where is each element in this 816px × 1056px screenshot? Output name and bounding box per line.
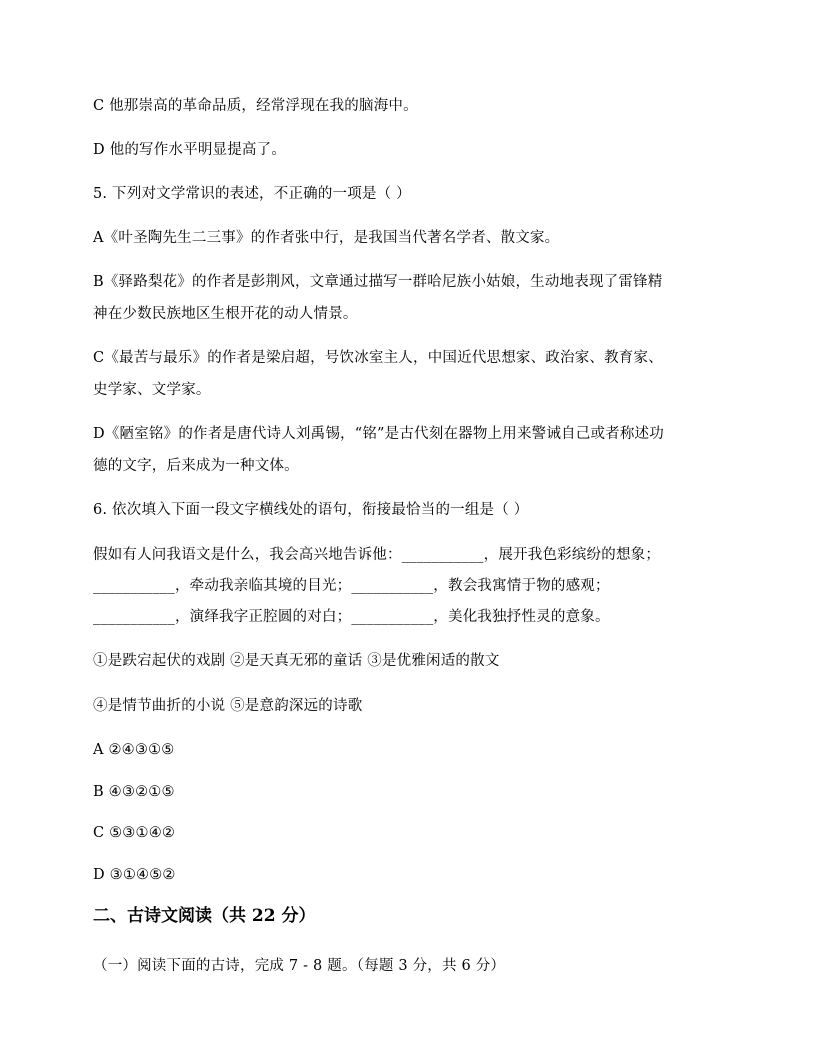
passage-line-2: ___________，牵动我亲临其境的目光；___________，教会我寓情于物的感观；: [93, 578, 610, 594]
option-a-q6: A ②④③①⑤: [93, 742, 175, 758]
choices-line-2: ④是情节曲折的小说 ⑤是意韵深远的诗歌: [93, 698, 363, 714]
option-d-q5-line2: 德的文字，后来成为一种文体。: [93, 458, 299, 474]
option-c-q4: C 他那崇高的革命品质，经常浮现在我的脑海中。: [93, 98, 418, 114]
question-5: 5. 下列对文学常识的表述，不正确的一项是（ ）: [93, 186, 411, 202]
option-b-q5-line2: 神在少数民族地区生根开花的动人情景。: [93, 306, 358, 322]
option-a-q5: A《叶圣陶先生二三事》的作者张中行，是我国当代著名学者、散文家。: [93, 230, 560, 246]
question-6: 6. 依次填入下面一段文字横线处的语句，衔接最恰当的一组是（ ）: [93, 502, 529, 518]
option-b-q6: B ④③②①⑤: [93, 784, 175, 800]
section-heading: 二、古诗文阅读（共 22 分）: [93, 906, 316, 926]
choices-line-1: ①是跌宕起伏的戏剧 ②是天真无邪的童话 ③是优雅闲适的散文: [93, 653, 500, 669]
option-b-q5-line1: B《驿路梨花》的作者是彭荆风，文章通过描写一群哈尼族小姑娘，生动地表现了雷锋精: [93, 274, 663, 290]
option-c-q5-line1: C《最苦与最乐》的作者是梁启超，号饮冰室主人，中国近代思想家、政治家、教育家、: [93, 350, 663, 366]
option-c-q5-line2: 史学家、文学家。: [93, 382, 211, 398]
passage-line-3: ___________，演绎我字正腔圆的对白；___________，美化我独抒性灵的意象。: [93, 609, 610, 625]
option-d-q4: D 他的写作水平明显提高了。: [93, 142, 287, 158]
option-d-q6: D ③①④⑤②: [93, 867, 176, 883]
passage-line-1: 假如有人问我语文是什么，我会高兴地告诉他：___________，展开我色彩缤纷的想象；: [93, 547, 661, 563]
subsection-instruction: （一）阅读下面的古诗，完成 7 - 8 题。（每题 3 分，共 6 分）: [93, 958, 506, 974]
option-d-q5-line1: D《陋室铭》的作者是唐代诗人刘禹锡，“铭”是古代刻在器物上用来警诫自己或者称述功: [93, 426, 664, 442]
option-c-q6: C ⑤③①④②: [93, 825, 176, 841]
